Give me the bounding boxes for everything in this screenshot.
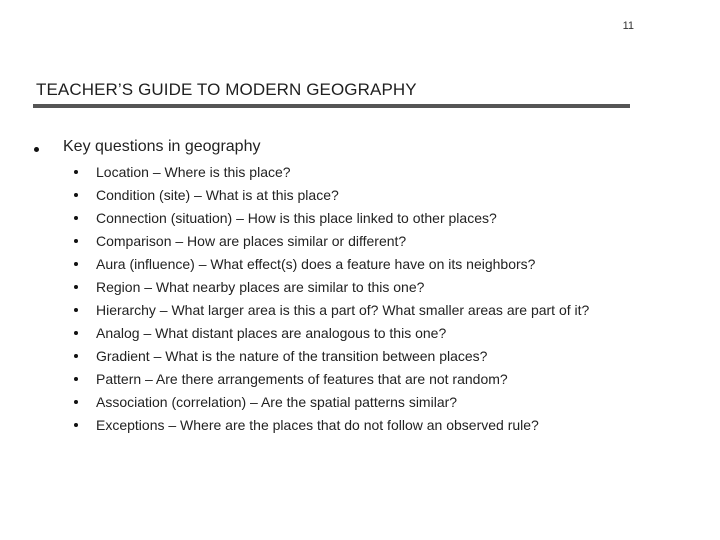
list-item bbox=[74, 370, 634, 389]
main-bullet bbox=[32, 137, 260, 157]
bullet-dot-icon bbox=[74, 377, 78, 381]
question-text: Condition (site) – What is at this place? bbox=[96, 187, 339, 203]
list-item bbox=[74, 255, 634, 274]
bullet-dot-icon bbox=[74, 193, 78, 197]
main-bullet-label: Key questions in geography bbox=[63, 138, 261, 155]
page-number: 11 bbox=[622, 20, 634, 32]
bullet-dot-icon bbox=[74, 354, 78, 358]
question-text: Comparison – How are places similar or different? bbox=[96, 233, 407, 249]
list-item bbox=[74, 347, 634, 366]
title-divider bbox=[33, 104, 630, 108]
list-item bbox=[74, 416, 634, 435]
bullet-dot-icon bbox=[74, 262, 78, 266]
question-text: Gradient – What is the nature of the transition between places? bbox=[96, 348, 488, 364]
question-text: Association (correlation) – Are the spatial patterns similar? bbox=[96, 394, 458, 410]
list-item bbox=[74, 393, 634, 412]
question-text: Aura (influence) – What effect(s) does a feature have on its neighbors? bbox=[96, 256, 536, 272]
bullet-dot-icon bbox=[74, 239, 78, 243]
question-text: Pattern – Are there arrangements of features that are not random? bbox=[96, 371, 508, 387]
question-text: Analog – What distant places are analogous to this one? bbox=[96, 325, 447, 341]
slide-title: TEACHER’S GUIDE TO MODERN GEOGRAPHY bbox=[36, 80, 417, 99]
bullet-dot-icon bbox=[74, 423, 78, 427]
bullet-dot-icon bbox=[74, 285, 78, 289]
bullet-dot-icon bbox=[74, 331, 78, 335]
list-item bbox=[74, 209, 634, 228]
question-text: Hierarchy – What larger area is this a part of? What smaller areas are part of it? bbox=[96, 302, 590, 318]
question-text: Connection (situation) – How is this place linked to other places? bbox=[96, 210, 497, 226]
question-text: Exceptions – Where are the places that do not follow an observed rule? bbox=[96, 417, 539, 433]
bullet-dot-icon bbox=[74, 216, 78, 220]
bullet-dot-icon bbox=[74, 308, 78, 312]
bullet-dot-icon bbox=[34, 147, 39, 152]
list-item bbox=[74, 278, 634, 297]
list-item bbox=[74, 301, 634, 320]
list-item bbox=[74, 163, 634, 182]
question-text: Region – What nearby places are similar to this one? bbox=[96, 279, 425, 295]
bullet-dot-icon bbox=[74, 400, 78, 404]
question-text: Location – Where is this place? bbox=[96, 164, 291, 180]
list-item bbox=[74, 324, 634, 343]
question-list bbox=[74, 163, 634, 439]
list-item bbox=[74, 232, 634, 251]
list-item bbox=[74, 186, 634, 205]
bullet-dot-icon bbox=[74, 170, 78, 174]
